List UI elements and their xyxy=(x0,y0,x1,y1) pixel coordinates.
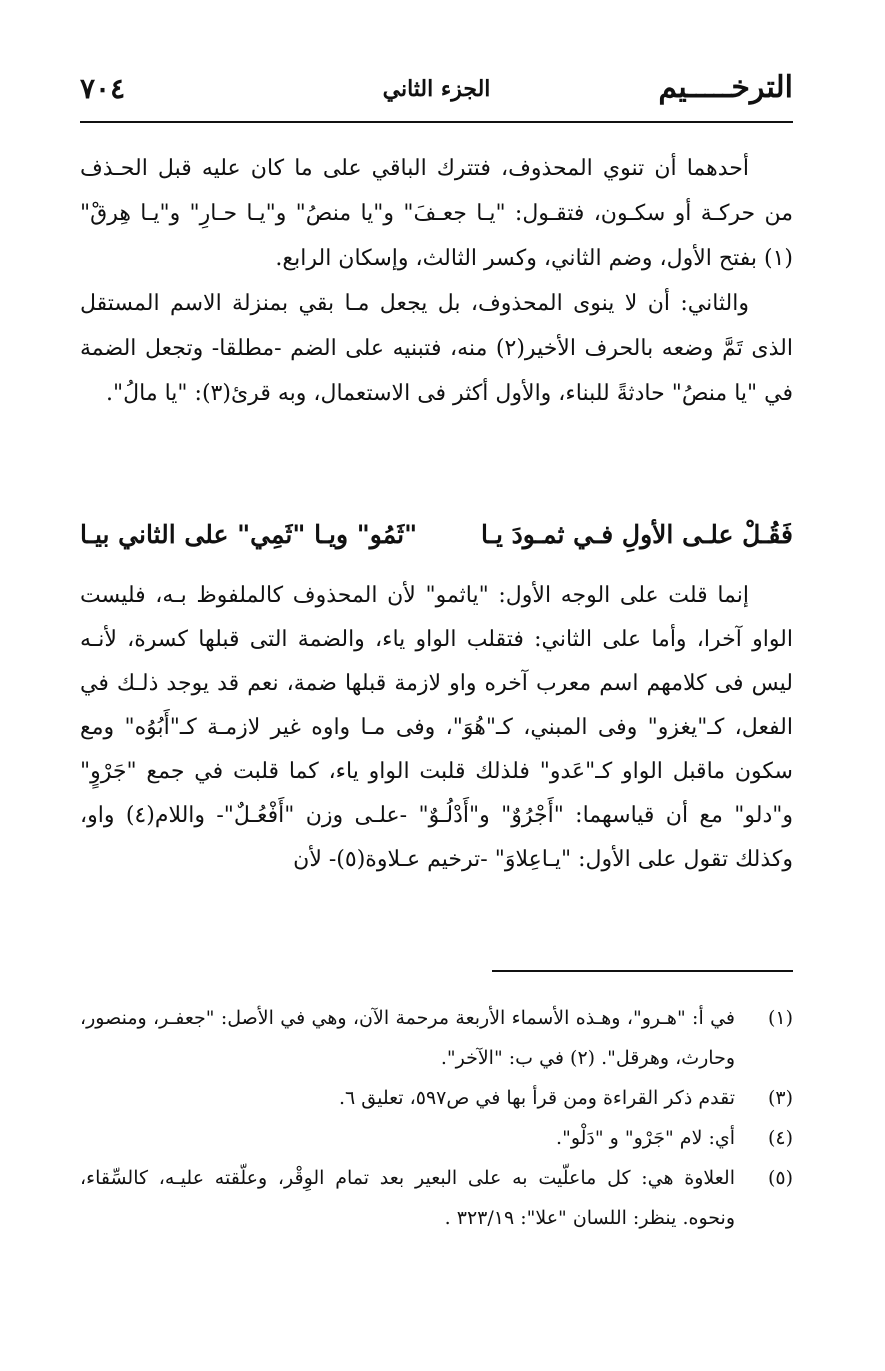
footnote-text: أي: لام "جَرْو" و "دَلْو". xyxy=(556,1127,735,1149)
footnote xyxy=(80,1118,793,1158)
footnote-text: في أ: "هـرو"، وهـذه الأسماء الأربعة مرحمة الآن، وهي في الأصل: "جعفـر، ومنصور، وحارث، وهرقل". (٢) في ب: "الآخر". xyxy=(80,1007,735,1069)
footnote-divider xyxy=(492,970,793,972)
paragraph-1: أحدهما أن تنوي المحذوف، فتترك الباقي على ما كان عليه قبل الحـذف من حركـة أو سكـون، فتقـول: "يـا جعـفَ" و"يا منصُ" و"يـا حـارِ" و"يـا هِرقْ"(١) بفتح الأول، وضم الثاني، وكسر الثالث، وإسكان الرابع. xyxy=(80,156,793,271)
footnote-number: (١) xyxy=(767,1007,793,1029)
page-number: ٧٠٤ xyxy=(80,72,126,105)
paragraph-3: إنما قلت على الوجه الأول: "ياثمو" لأن المحذوف كالملفوظ بـه، فليست الواو آخرا، وأما على الثاني: فتقلب الواو ياء، والضمة التى قبلها كسرة، لأنـه ليس فى كلامهم اسم معرب آخره واو لازمة قبلها ضمة، نعم قد يوجد ذلـك في الفعل، كـ"يغزو" وفى المبني، كـ"هُوَ"، وفى مـا واوه غير لازمـة كـ"أَبُوُه" ومع سكون ماقبل الواو كـ"عَدو" فلذلك قلبت الواو ياء، كما قلبت في جمع "جَرْوٍ" و"دلو" مع أن قياسهما: "أَجْرُوٌ" و"أَدْلُـوٌ" -علـى وزن "أَفْعُـلٌ"- واللام(٤) واو، وكذلك تقول على الأول: "يـاعِلاوَ" -ترخيم عـلاوة(٥)- لأن xyxy=(80,583,793,872)
footnote-text: تقدم ذكر القراءة ومن قرأ بها في ص٥٩٧، تعليق ٦. xyxy=(338,1087,735,1109)
running-header xyxy=(80,70,793,114)
commentary-text xyxy=(80,574,793,882)
paragraph-2: والثاني: أن لا ينوى المحذوف، بل يجعل مـا بقي بمنزلة الاسم المستقل الذى تَمَّ وضعه بالحرف الأخير(٢) منه، فتبنيه على الضم -مطلقا- وتجعل الضمة في "يا منصُ" حادثةً للبناء، والأول أكثر فى الاستعمال، وبه قرئ(٣): "يا مالُ". xyxy=(80,291,793,406)
footnote-number: (٤) xyxy=(767,1127,793,1149)
footnote xyxy=(80,998,793,1078)
chapter-title: الترخـــــيم xyxy=(658,70,793,105)
footnote-number: (٥) xyxy=(767,1167,793,1189)
header-divider xyxy=(80,121,793,123)
verse-hemistich-1: فَقُـلْ علـى الأولِ فـي ثمـودَ يـا xyxy=(481,520,793,549)
footnote-number: (٣) xyxy=(767,1087,793,1109)
verse-hemistich-2: "ثَمُو" ويـا "ثَمِي" على الثاني بيـا xyxy=(80,520,418,549)
footnotes xyxy=(80,998,793,1238)
footnote xyxy=(80,1158,793,1238)
footnote xyxy=(80,1078,793,1118)
volume-label: الجزء الثاني xyxy=(382,76,491,102)
verse-line xyxy=(80,520,793,566)
main-text xyxy=(80,146,793,416)
footnote-text: العلاوة هي: كل ماعلّيت به على البعير بعد تمام الوِقْر، وعلّقته عليـه، كالسِّقاء، ونحوه. ينظر: اللسان "علا": ٣٢٣/١٩ . xyxy=(80,1167,735,1229)
